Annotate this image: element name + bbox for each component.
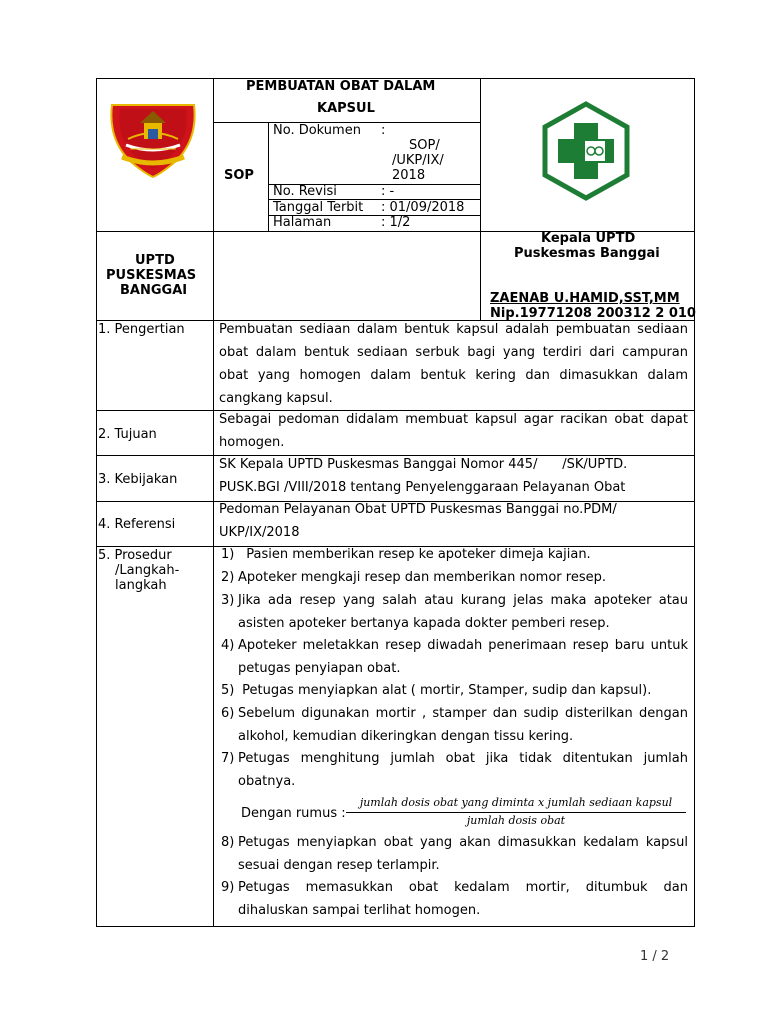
org-name-line1: UPTD [135,253,175,268]
step-number: 8) [221,835,235,850]
step-number: 2) [221,570,235,585]
banggai-emblem-icon [106,99,200,179]
org-name-line3: BANGGAI [120,283,188,298]
halaman-value: : 1/2 [381,215,411,230]
signer-name: ZAENAB U.HAMID,SST,MM [490,291,680,306]
step-number: 1) [221,547,235,562]
section-label-prosedur-line2: /Langkah- [115,563,180,578]
puskesmas-logo-icon [541,101,631,201]
procedure-step [221,748,688,793]
no-revisi-label: No. Revisi [273,184,337,199]
step-text: Pasien memberikan resep ke apoteker dimeja kajian. [238,547,591,562]
formula-denominator: jumlah dosis obat [466,814,566,827]
procedure-step [221,635,688,680]
step-text: Petugas memasukkan obat kedalam mortir, ditumbuk dan dihaluskan sampai terlihat homogen. [238,880,688,918]
procedure-step [221,680,688,703]
procedure-step [221,567,688,590]
section-label-prosedur-line3: langkah [115,578,167,593]
step-number: 7) [221,751,235,766]
step-number: 9) [221,880,235,895]
step-text: Petugas menyiapkan obat yang akan dimasukkan kedalam kapsul sesuai dengan resep terlampir. [238,835,688,873]
step-text: Apoteker meletakkan resep diwadah penerimaan resep baru untuk petugas penyiapan obat. [238,638,688,676]
section-text-kebijakan-line1: SK Kepala UPTD Puskesmas Banggai Nomor 445/ /SK/UPTD. [219,457,628,472]
tanggal-terbit-value: : 01/09/2018 [381,200,465,215]
formula-fraction-bar [346,812,686,813]
document-title-line1: PEMBUATAN OBAT DALAM [246,79,436,94]
step-text: Jika ada resep yang salah atau kurang jelas maka apoteker atau asisten apoteker bertanya kapada dokter pemberi resep. [238,593,688,631]
procedure-step [221,832,688,877]
step-text: Petugas menghitung jumlah obat jika tidak ditentukan jumlah obatnya. [238,751,688,789]
section-text-referensi-line2: UKP/IX/2018 [219,525,300,540]
no-revisi-value: : - [381,184,395,199]
halaman-label: Halaman [273,215,332,230]
step-number: 3) [221,593,235,608]
section-text-kebijakan-line2: PUSK.BGI /VIII/2018 tentang Penyelenggaraan Pelayanan Obat [219,480,626,495]
no-dokumen-value-line2: /UKP/IX/ [392,153,444,168]
signer-title-line2: Puskesmas Banggai [514,246,660,261]
org-name-line2: PUSKESMAS [106,268,197,283]
document-title-line2: KAPSUL [317,101,375,116]
section-label-referensi: 4. Referensi [98,517,176,532]
no-dokumen-value-line1: SOP/ [409,138,440,153]
section-label-pengertian: 1. Pengertian [98,322,185,337]
formula-prefix: Dengan rumus : [241,806,346,821]
section-text-referensi-line1: Pedoman Pelayanan Obat UPTD Puskesmas Banggai no.PDM/ [219,502,617,517]
step-number: 6) [221,706,235,721]
formula-numerator: jumlah dosis obat yang diminta x jumlah sediaan kapsul [359,796,673,809]
section-text-pengertian: Pembuatan sediaan dalam bentuk kapsul adalah pembuatan sediaan obat dalam bentuk sediaan serbuk bagi yang terdiri dari campuran obat yang homogen dalam bentuk kering dan dimasukkan dalam cangkang kapsul. [219,322,688,406]
signer-title-line1: Kepala UPTD [541,231,636,246]
tanggal-terbit-label: Tanggal Terbit [273,200,364,215]
signer-nip: Nip.19771208 200312 2 010 [490,306,696,321]
page-number: 1 / 2 [640,949,670,964]
step-text: Sebelum digunakan mortir , stamper dan sudip disterilkan dengan alkohol, kemudian dikeringkan dengan tissu kering. [238,706,688,744]
section-text-tujuan: Sebagai pedoman didalam membuat kapsul agar racikan obat dapat homogen. [219,412,688,450]
procedure-step [221,590,688,635]
step-text: Apoteker mengkaji resep dan memberikan nomor resep. [238,570,606,585]
step-number: 4) [221,638,235,653]
step-number: 5) [221,683,235,698]
procedure-step [221,703,688,748]
no-dokumen-label: No. Dokumen [273,123,361,138]
section-label-kebijakan: 3. Kebijakan [98,472,178,487]
no-dokumen-value-line3: 2018 [392,168,426,183]
section-label-tujuan: 2. Tujuan [98,427,157,442]
section-label-prosedur-line1: 5. Prosedur [98,548,172,563]
no-dokumen-sep: : [381,123,386,138]
sop-label: SOP [224,168,254,183]
procedure-step [221,544,688,567]
procedure-step [221,877,688,922]
step-text: Petugas menyiapkan alat ( mortir, Stamper, sudip dan kapsul). [238,683,652,698]
